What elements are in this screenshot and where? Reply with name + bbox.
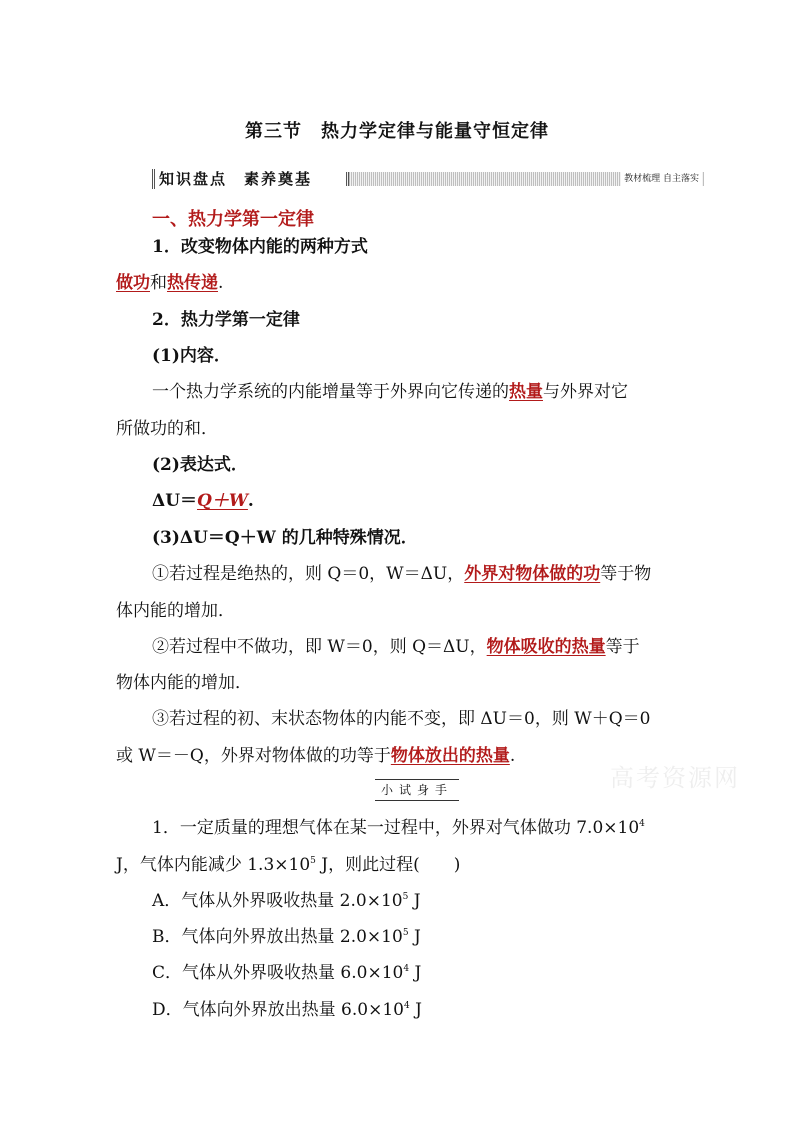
text: ①若过程是绝热的，则 Q＝0，W＝ΔU，	[152, 564, 465, 584]
paragraph-cont: 所做功的和．	[116, 419, 218, 439]
option-unit: J	[408, 927, 421, 947]
text: 等于物	[600, 564, 652, 584]
page-title: 第三节 热力学定律与能量守恒定律	[245, 121, 549, 142]
banner-subtitle: 教材梳理 自主落实	[621, 172, 702, 186]
text: 等于	[605, 637, 640, 657]
answer-blank: 做功	[116, 273, 150, 293]
sub-heading-formula: (2)表达式．	[152, 455, 248, 475]
section-heading: 一、热力学第一定律	[152, 209, 314, 230]
text: .	[218, 273, 224, 293]
question-1-cont	[116, 854, 686, 876]
banner-stripe	[346, 172, 704, 186]
option-unit: J	[408, 891, 421, 911]
answer-blank: 物体放出的热量	[390, 746, 510, 766]
answer-blank: 热传递	[167, 273, 218, 293]
paragraph	[152, 381, 686, 403]
option-a[interactable]	[152, 890, 686, 912]
text: J，则此过程( )	[315, 855, 461, 875]
option-d[interactable]	[152, 999, 686, 1021]
text: 一个热力学系统的内能增量等于外界向它传递的	[152, 382, 509, 402]
watermark: 高考资源网	[610, 764, 740, 792]
option-unit: J	[409, 1000, 422, 1020]
text: .	[247, 491, 254, 511]
option-text: C．气体从外界吸收热量 6.0×10	[152, 963, 404, 983]
question-1	[152, 817, 686, 839]
text: ΔU＝	[152, 491, 198, 511]
exponent: 4	[403, 1001, 410, 1011]
option-b[interactable]	[152, 926, 686, 948]
case-2	[152, 636, 686, 658]
option-text: D．气体向外界放出热量 6.0×10	[152, 1000, 404, 1020]
sub-heading-cases: (3)ΔU＝Q＋W 的几种特殊情况．	[152, 528, 418, 548]
case-3: ③若过程的初、末状态物体的内能不变，即 ΔU＝0，则 W＋Q＝0	[152, 709, 651, 729]
exponent: 4	[403, 964, 410, 974]
exponent: 5	[310, 856, 316, 866]
text: .	[509, 746, 516, 766]
answer-blank: Q＋W	[197, 491, 248, 511]
answer-blank: 外界对物体做的功	[464, 564, 601, 584]
text: J，气体内能减少 1.3×10	[116, 855, 311, 875]
text: 或 W＝－Q，外界对物体做的功等于	[116, 746, 391, 766]
banner-label: 知识盘点 素养奠基	[152, 169, 349, 189]
text: 和	[150, 273, 167, 293]
exponent: 5	[402, 928, 409, 938]
point-1-answer	[116, 272, 686, 294]
exponent: 4	[639, 819, 645, 829]
exponent: 5	[402, 892, 409, 902]
option-text: A．气体从外界吸收热量 2.0×10	[152, 891, 403, 911]
option-unit: J	[409, 963, 422, 983]
sub-heading-content: (1)内容．	[152, 346, 231, 366]
answer-blank: 热量	[509, 382, 543, 402]
answer-blank: 物体吸收的热量	[486, 637, 606, 657]
point-2-heading: 2．热力学第一定律	[152, 310, 300, 330]
case-2-cont: 物体内能的增加．	[116, 673, 252, 693]
formula-line	[152, 490, 686, 512]
case-3-cont	[116, 745, 686, 767]
point-1-heading: 1．改变物体内能的两种方式	[152, 237, 368, 257]
option-text: B．气体向外界放出热量 2.0×10	[152, 927, 403, 947]
practice-tag: 小试身手	[375, 779, 459, 801]
text: 1．一定质量的理想气体在某一过程中，外界对气体做功 7.0×10	[152, 818, 640, 838]
text: ②若过程中不做功，即 W＝0，则 Q＝ΔU，	[152, 637, 487, 657]
option-c[interactable]	[152, 962, 686, 984]
case-1	[152, 563, 686, 585]
section-banner	[152, 169, 704, 189]
text: 与外界对它	[543, 382, 628, 402]
case-1-cont: 体内能的增加．	[116, 601, 235, 621]
